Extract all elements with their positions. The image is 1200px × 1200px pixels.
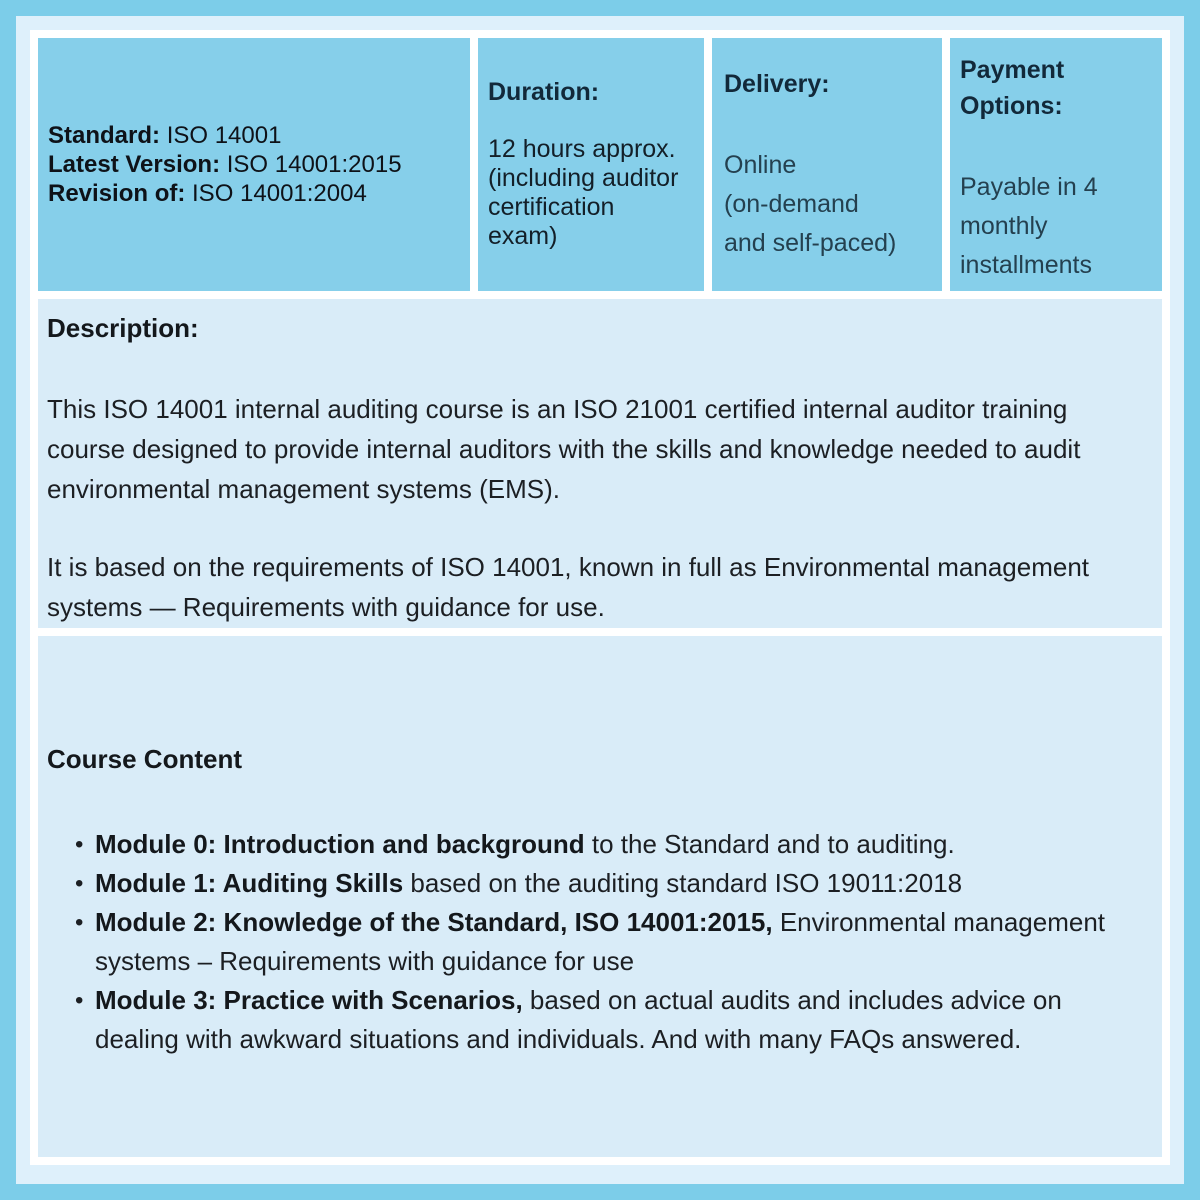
info-table-header-row (38, 38, 1162, 291)
description-paragraph-1: This ISO 14001 internal auditing course is an ISO 21001 certified internal auditor training course designed to provide internal auditors with the skills and knowledge needed to audit environmental management systems (EMS). (47, 394, 1081, 504)
card-frame (30, 30, 1170, 1165)
module-1-description: based on the auditing standard ISO 19011:2018 (410, 868, 963, 898)
duration-cell (478, 38, 704, 291)
module-1-title: Module 1: Auditing Skills (95, 868, 404, 898)
delivery-line: and self-paced) (724, 229, 897, 257)
standard-value: ISO 14001 (166, 122, 282, 149)
standard-cell (38, 38, 470, 291)
description-paragraph-2: It is based on the requirements of ISO 14001, known in full as Environmental management systems — Requirements with guidance for use. (47, 552, 1090, 622)
revision-of-row (48, 179, 470, 208)
module-list (47, 825, 1144, 1059)
payment-line: Payable in 4 (960, 173, 1098, 201)
module-3-description: based on actual audits and includes advice on dealing with awkward situations and individuals. And with many FAQs answered. (95, 985, 1062, 1054)
delivery-title: Delivery: (724, 70, 830, 98)
module-item-3 (75, 981, 1144, 1059)
latest-version-label: Latest Version: (48, 151, 221, 178)
module-0-description: to the Standard and to auditing. (591, 829, 955, 859)
revision-of-label: Revision of: (48, 180, 186, 207)
duration-line: exam) (488, 222, 558, 250)
card-page (16, 16, 1184, 1184)
payment-line: monthly (960, 212, 1048, 240)
module-2-description: Environmental management systems – Requirements with guidance for use (95, 907, 1106, 976)
standard-label: Standard: (48, 122, 161, 149)
payment-options-cell (950, 38, 1162, 291)
duration-value (488, 135, 698, 251)
duration-line: certification (488, 193, 615, 221)
course-content-section (38, 636, 1162, 1157)
course-content-title: Course Content (47, 744, 242, 774)
latest-version-value: ISO 14001:2015 (226, 151, 402, 178)
latest-version-row (48, 150, 470, 179)
delivery-line: Online (724, 151, 797, 179)
duration-line: 12 hours approx. (488, 135, 676, 163)
delivery-line: (on-demand (724, 190, 859, 218)
delivery-value (724, 146, 936, 263)
description-section (38, 299, 1162, 628)
payment-line: installments (960, 251, 1092, 279)
payment-options-title: Payment Options: (960, 56, 1065, 120)
module-2-title: Module 2: Knowledge of the Standard, ISO 14001:2015, (95, 907, 773, 937)
revision-of-value: ISO 14001:2004 (192, 180, 367, 207)
module-0-title: Module 0: Introduction and background (95, 829, 585, 859)
module-item-0 (75, 825, 1144, 864)
payment-options-value (960, 168, 1156, 285)
module-3-title: Module 3: Practice with Scenarios, (95, 985, 523, 1015)
card-content (38, 38, 1162, 1157)
module-item-1 (75, 864, 1144, 903)
duration-title: Duration: (488, 78, 600, 106)
delivery-cell (712, 38, 942, 291)
standard-row (48, 121, 470, 150)
description-title: Description: (47, 313, 199, 343)
module-item-2 (75, 903, 1144, 981)
duration-line: (including auditor (488, 164, 679, 192)
